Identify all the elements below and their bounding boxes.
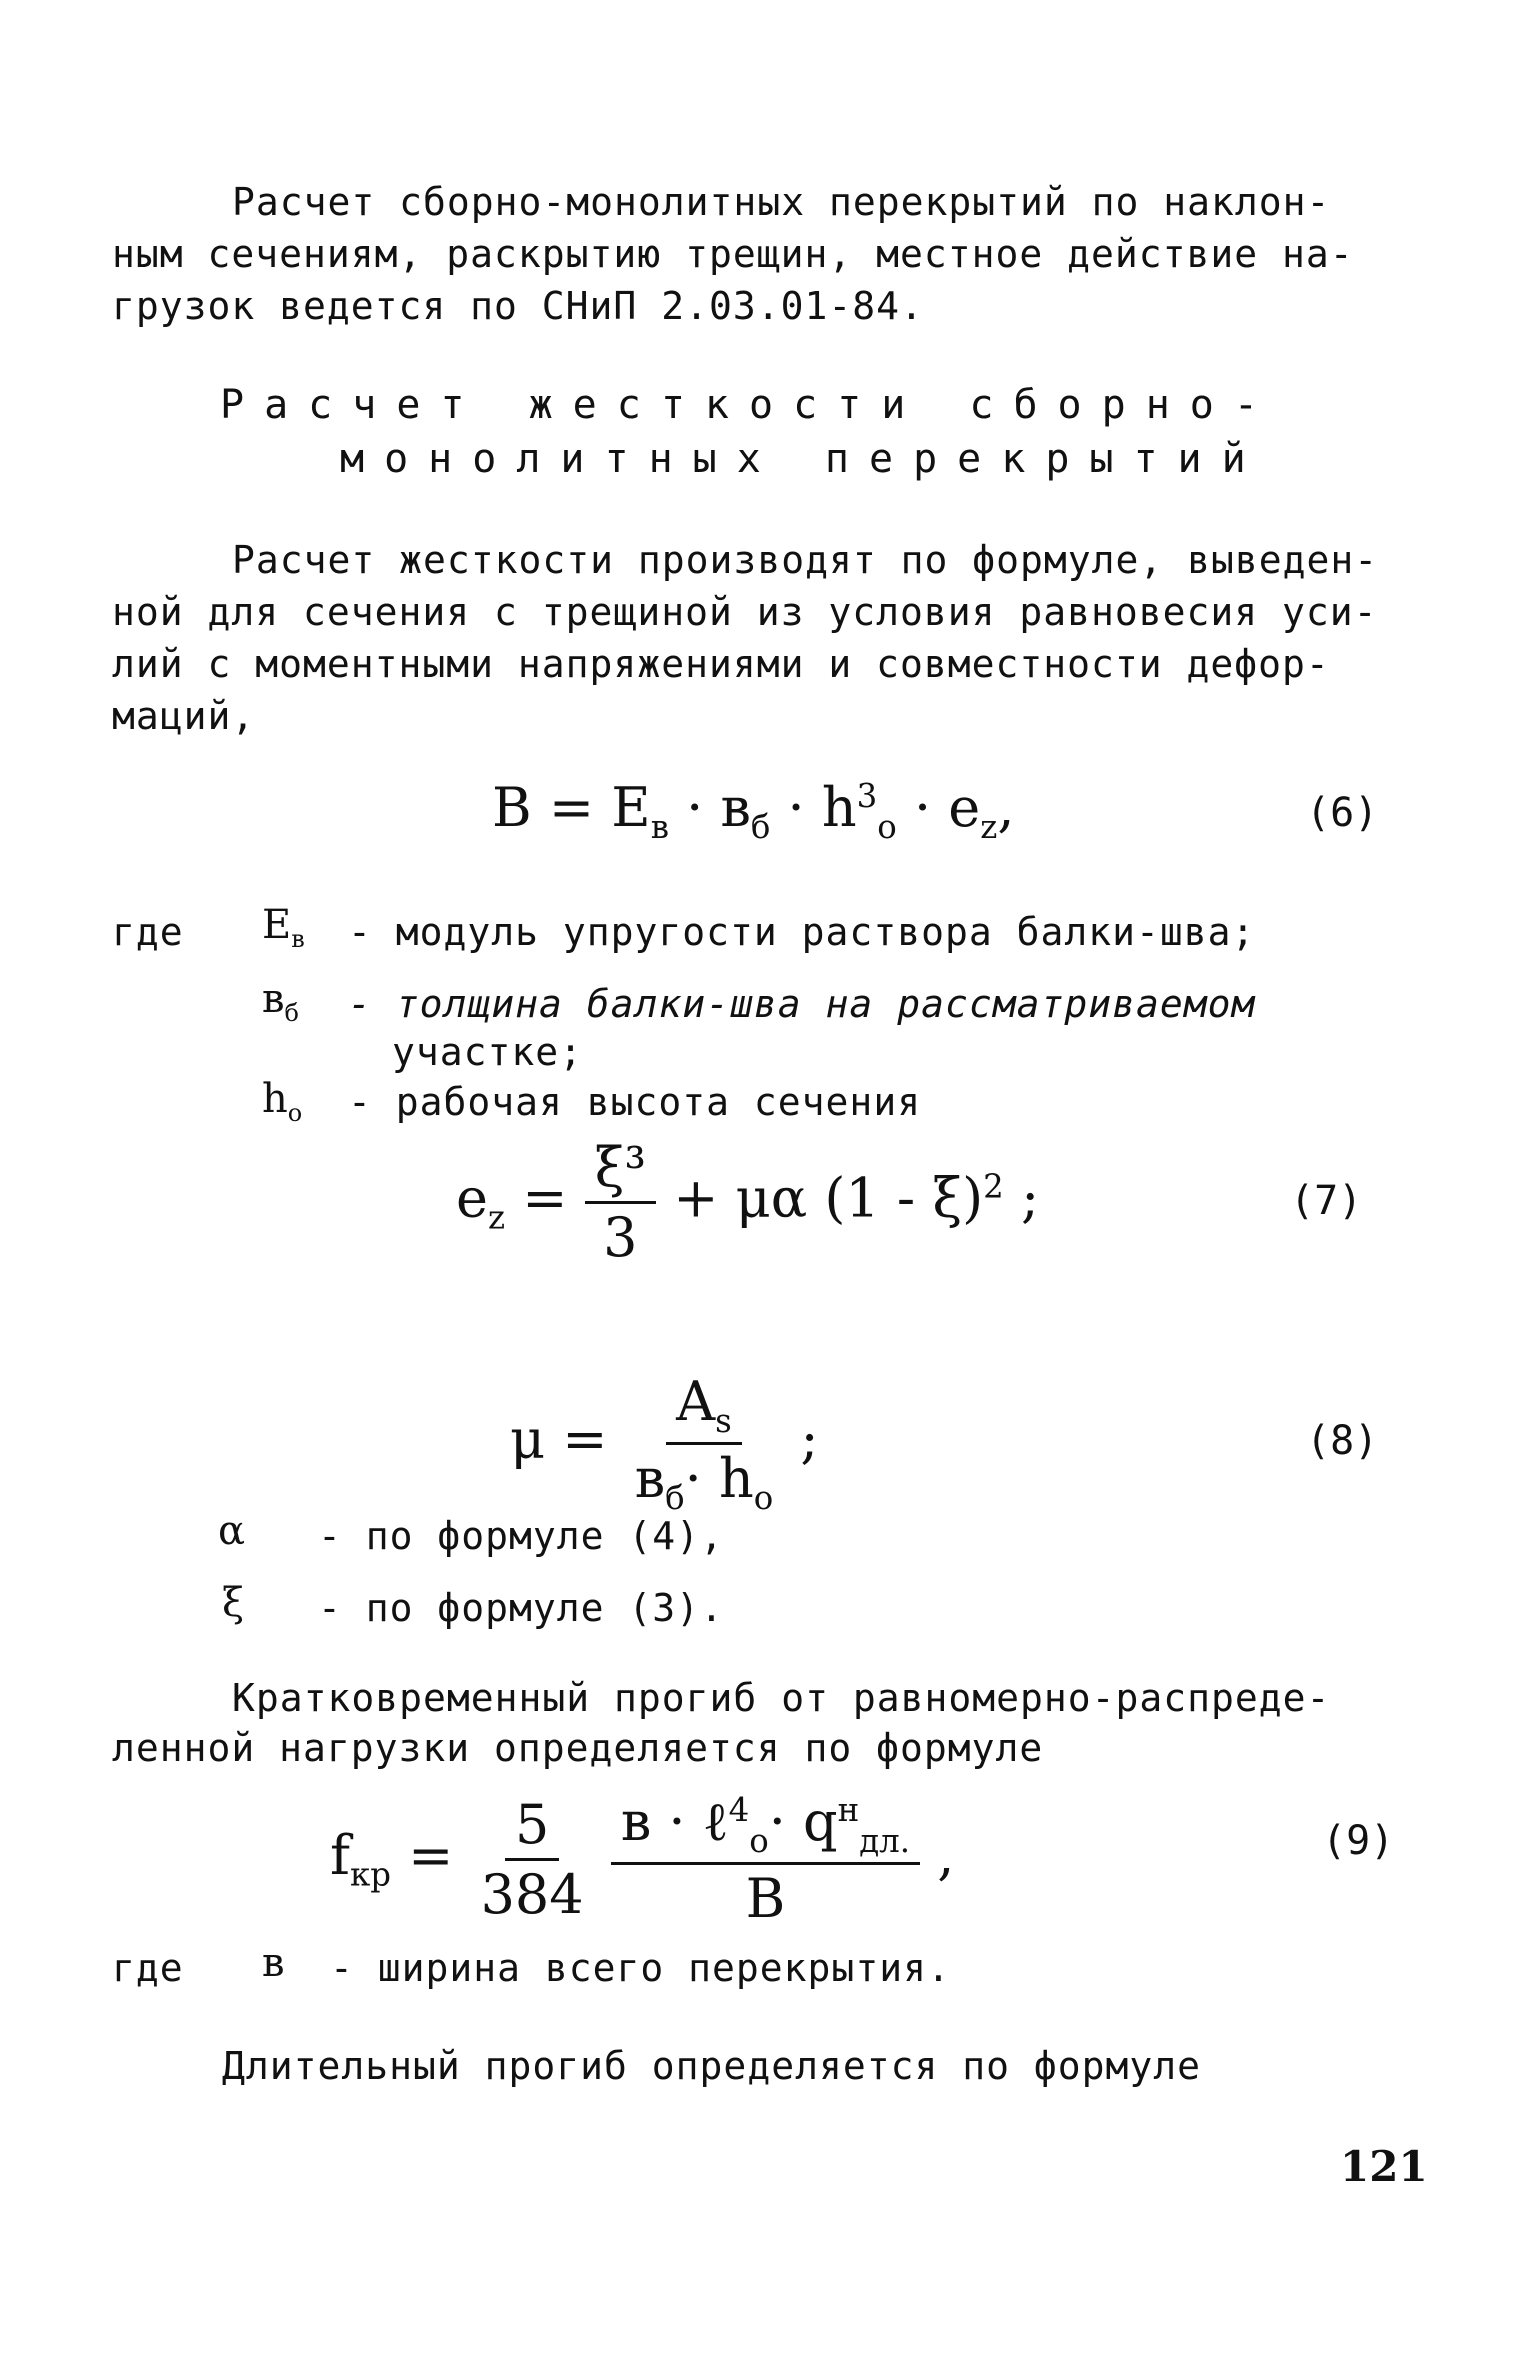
para1-line-1: Расчет сборно-монолитных перекрытий по наклон- [232, 180, 1331, 224]
formula-ez-lhs-sub: z [487, 1198, 506, 1237]
formula-f-numerator [611, 1790, 920, 1865]
formula-f-coefficient [471, 1793, 594, 1926]
formula-ez-eq: = [522, 1166, 568, 1230]
formula-mu-denominator [625, 1445, 784, 1517]
section-heading-line-1: Расчет жесткости сборно- [220, 382, 1278, 428]
formula-b-ez: e [948, 776, 981, 839]
formula-ez-sup: 2 [983, 1167, 1004, 1206]
formula-f-coef-num: 5 [505, 1793, 559, 1861]
def-xi-symbol: ξ [222, 1580, 245, 1626]
formula-b-h: h [821, 776, 857, 839]
page-number: 121 [1340, 2142, 1428, 2191]
formula-f-tail: , [937, 1823, 955, 1887]
where1-text-4: - рабочая высота сечения [348, 1080, 922, 1124]
formula-b-b-sub: б [750, 807, 771, 846]
para3-line-2: ленной нагрузки определяется по формуле [112, 1726, 1044, 1770]
formula-f-num-sup: 4 [728, 1791, 750, 1829]
def-alpha-text: - по формуле (4), [318, 1514, 724, 1558]
formula-f-num-q-sup: н [837, 1791, 860, 1829]
para1-line-3: грузок ведется по СНиП 2.03.01-84. [112, 284, 924, 328]
where1-text-3: участке; [392, 1030, 584, 1074]
formula-b-lhs: B [492, 776, 532, 839]
formula-ez-tail: ; [1020, 1166, 1040, 1230]
formula-f-coef-den: 384 [480, 1863, 584, 1927]
def-xi-text: - по формуле (3). [318, 1586, 724, 1630]
formula-f-num-q: · q [768, 1790, 838, 1853]
formula-f-num-sub: о [749, 1821, 769, 1860]
formula-f-num-bl: в · ℓ [620, 1790, 729, 1853]
formula-f-eq: = [408, 1823, 454, 1887]
formula-mu-den-b: в [634, 1446, 666, 1510]
equation-number-9: (9) [1322, 1818, 1395, 1864]
formula-b-e: E [611, 776, 651, 839]
formula-f-lhs: f [330, 1823, 350, 1887]
where1-text-2: - толщина балки-шва на рассматриваемом [348, 982, 1256, 1026]
formula-mu-eq: = [562, 1407, 608, 1471]
formula-ez-lhs: e [456, 1166, 488, 1230]
para3-line-1: Кратковременный прогиб от равномерно-распреде- [232, 1676, 1331, 1720]
formula-b-eq: = [548, 776, 595, 839]
para1-line-2: ным сечениям, раскрытию трещин, местное действие на- [112, 232, 1354, 276]
where1-symbol-2-main: в [262, 976, 285, 1022]
formula-mu-den-h-sub: о [753, 1478, 774, 1517]
formula-ez [456, 1136, 1039, 1269]
equation-number-7: (7) [1290, 1178, 1363, 1224]
formula-deflection [330, 1790, 954, 1930]
formula-ez-fraction [585, 1136, 656, 1269]
para2-line-2: ной для сечения с трещиной из условия равновесия уси- [112, 590, 1378, 634]
where2-symbol: в [262, 1940, 285, 1986]
where1-symbol-4-main: h [262, 1076, 288, 1122]
formula-f-num-q-sub: дл. [859, 1821, 911, 1860]
formula-mu [510, 1370, 819, 1517]
formula-mu-num-sub: s [715, 1401, 732, 1440]
def-alpha-symbol: α [218, 1508, 246, 1554]
formula-b-tail: , [997, 776, 1015, 839]
formula-f-fraction [611, 1790, 920, 1930]
section-heading-line-2: монолитных перекрытий [340, 436, 1266, 482]
formula-b-e-sub: в [650, 807, 669, 846]
formula-f-denominator: B [745, 1866, 786, 1930]
where1-symbol-1-main: E [262, 902, 292, 948]
formula-b-b: в [720, 776, 751, 839]
equation-number-6: (6) [1306, 790, 1379, 836]
where1-text-1: - модуль упругости раствора балки-шва; [348, 910, 1256, 954]
where-label-1: где [112, 910, 184, 954]
formula-stiffness: $B = E_в \cdot в_б \cdot h^3_о \cdot e_z$, [492, 776, 1015, 846]
where1-symbol-4-sub: о [287, 1099, 303, 1127]
formula-mu-numerator [666, 1370, 742, 1445]
formula-b-h-sup: 3 [856, 777, 878, 815]
where1-symbol-4 [262, 1076, 302, 1127]
formula-mu-den-b-sub: б [665, 1478, 685, 1517]
formula-ez-denominator: 3 [603, 1206, 638, 1269]
where-label-2: где [112, 1946, 184, 1990]
where1-symbol-2-sub: б [284, 999, 299, 1027]
formula-mu-den-h: · h [684, 1446, 754, 1510]
where1-symbol-1-sub: в [291, 925, 305, 953]
formula-mu-fraction [625, 1370, 784, 1517]
where1-symbol-2 [262, 976, 299, 1027]
formula-b-ez-sub: z [980, 807, 998, 846]
para2-line-4: маций, [112, 694, 256, 738]
formula-b-h-sub: о [877, 807, 897, 846]
formula-f-lhs-sub: кр [350, 1855, 391, 1894]
formula-mu-tail: ; [800, 1407, 819, 1471]
where1-symbol-1 [262, 902, 305, 953]
formula-mu-lhs: μ [510, 1407, 546, 1471]
para2-line-3: лий с моментными напряжениями и совместности дефор- [112, 642, 1330, 686]
para2-line-1: Расчет жесткости производят по формуле, выведен- [232, 538, 1379, 582]
formula-mu-num-a: A [676, 1370, 716, 1433]
formula-ez-rest: + μα (1 - ξ) [673, 1166, 984, 1230]
where2-text: - ширина всего перекрытия. [330, 1946, 951, 1990]
para4-line: Длительный прогиб определяется по формуле [222, 2044, 1201, 2088]
equation-number-8: (8) [1306, 1418, 1379, 1464]
formula-ez-numerator: ξ³ [585, 1136, 656, 1204]
